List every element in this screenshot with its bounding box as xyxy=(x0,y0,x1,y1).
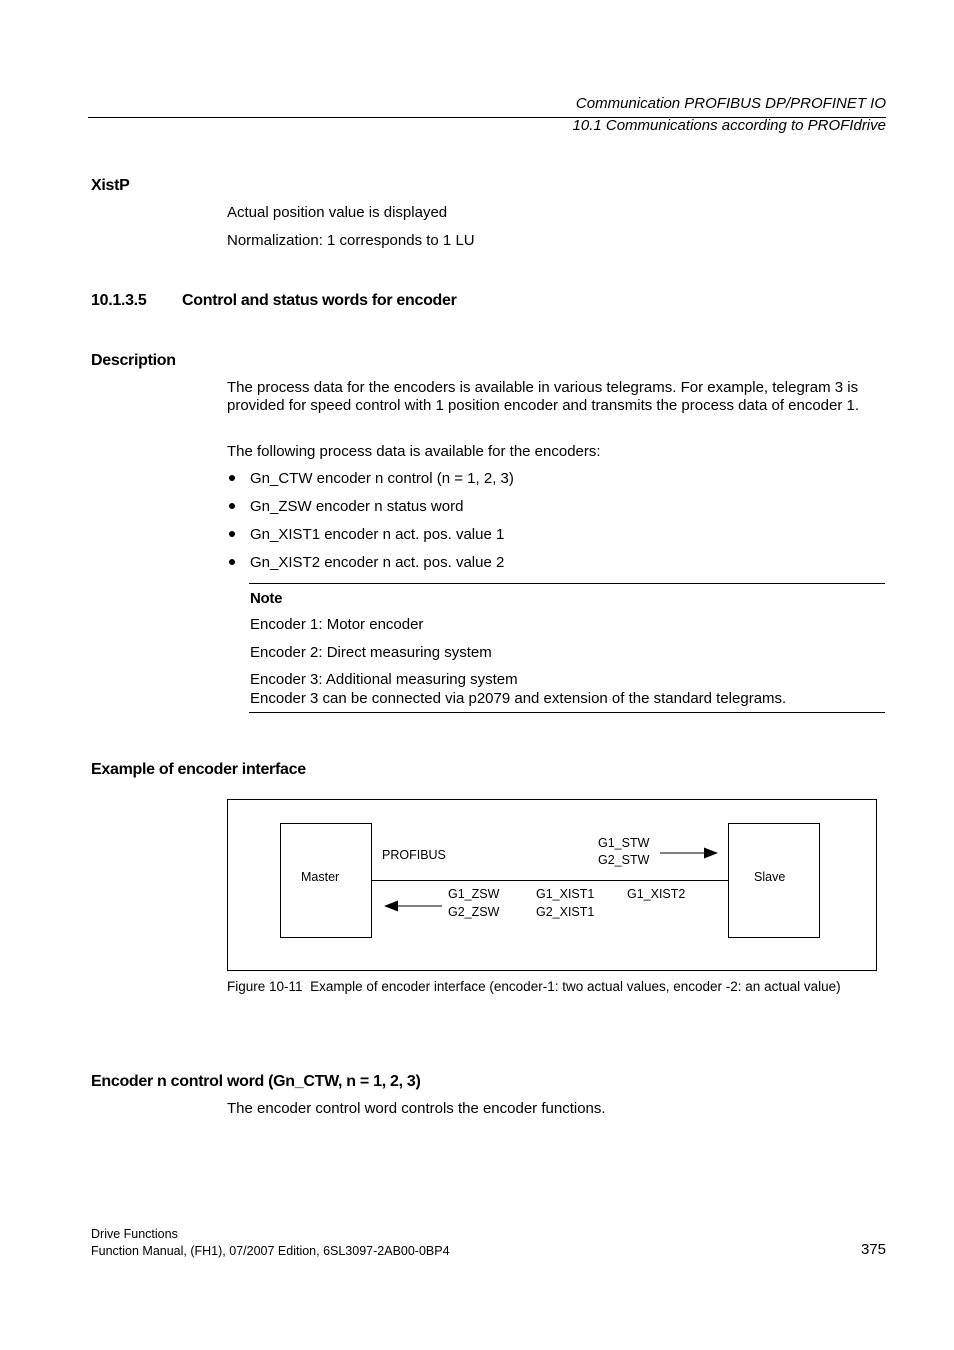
footer-line2: Function Manual, (FH1), 07/2007 Edition, 6SL3097-2AB00-0BP4 xyxy=(91,1244,450,1258)
xistp-line2: Normalization: 1 corresponds to 1 LU xyxy=(227,232,475,249)
description-para1: The process data for the encoders is available in various telegrams. For example, telegram 3 is provided for speed control with 1 position encoder and transmits the process data of encoder 1. xyxy=(227,379,860,414)
figure-caption-text: Example of encoder interface (encoder-1: two actual values, encoder -2: an actual value) xyxy=(310,979,841,994)
figure-caption xyxy=(227,979,841,994)
bullet-dot xyxy=(229,503,235,509)
description-para2: The following process data is available for the encoders: xyxy=(227,443,601,460)
xist1-1-label: G1_XIST1 xyxy=(536,887,595,901)
arrow-right-icon xyxy=(660,845,720,861)
note-line4: Encoder 3 can be connected via p2079 and extension of the standard telegrams. xyxy=(250,690,787,707)
stw2-label: G2_STW xyxy=(598,853,650,867)
bullet-dot xyxy=(229,559,235,565)
bullet-dot xyxy=(229,531,235,537)
section-number: 10.1.3.5 xyxy=(91,292,147,309)
xistp-heading: XistP xyxy=(91,177,130,194)
example-heading: Example of encoder interface xyxy=(91,761,306,778)
stw1-label: G1_STW xyxy=(598,836,650,850)
bus-line xyxy=(372,880,728,881)
ctw-heading: Encoder n control word (Gn_CTW, n = 1, 2, 3) xyxy=(91,1073,421,1090)
list-item: Gn_XIST2 encoder n act. pos. value 2 xyxy=(250,554,505,571)
list-item: Gn_ZSW encoder n status word xyxy=(250,498,464,515)
header-chapter: Communication PROFIBUS DP/PROFINET IO xyxy=(575,95,886,112)
footer-line1: Drive Functions xyxy=(91,1227,178,1241)
note-bottom-rule xyxy=(249,712,885,713)
list-item: Gn_XIST1 encoder n act. pos. value 1 xyxy=(250,526,505,543)
header-section: 10.1 Communications according to PROFIdrive xyxy=(572,117,886,134)
description-heading: Description xyxy=(91,352,176,369)
note-top-rule xyxy=(249,583,885,584)
note-line2: Encoder 2: Direct measuring system xyxy=(250,644,492,661)
master-label: Master xyxy=(301,870,340,884)
arrow-left-icon xyxy=(382,898,444,914)
figure-number: Figure 10-11 xyxy=(227,979,303,994)
ctw-text: The encoder control word controls the encoder functions. xyxy=(227,1100,606,1117)
xist2-1-label: G1_XIST2 xyxy=(627,887,686,901)
page-number: 375 xyxy=(860,1241,886,1258)
zsw1-label: G1_ZSW xyxy=(448,887,500,901)
note-line1: Encoder 1: Motor encoder xyxy=(250,616,424,633)
bullet-dot xyxy=(229,475,235,481)
bus-label: PROFIBUS xyxy=(382,848,446,862)
list-item: Gn_CTW encoder n control (n = 1, 2, 3) xyxy=(250,470,514,487)
xistp-line1: Actual position value is displayed xyxy=(227,204,448,221)
section-title: Control and status words for encoder xyxy=(182,292,457,309)
note-heading: Note xyxy=(250,590,283,607)
xist1-2-label: G2_XIST1 xyxy=(536,905,595,919)
note-line3: Encoder 3: Additional measuring system xyxy=(250,671,518,688)
slave-label: Slave xyxy=(754,870,786,884)
zsw2-label: G2_ZSW xyxy=(448,905,500,919)
